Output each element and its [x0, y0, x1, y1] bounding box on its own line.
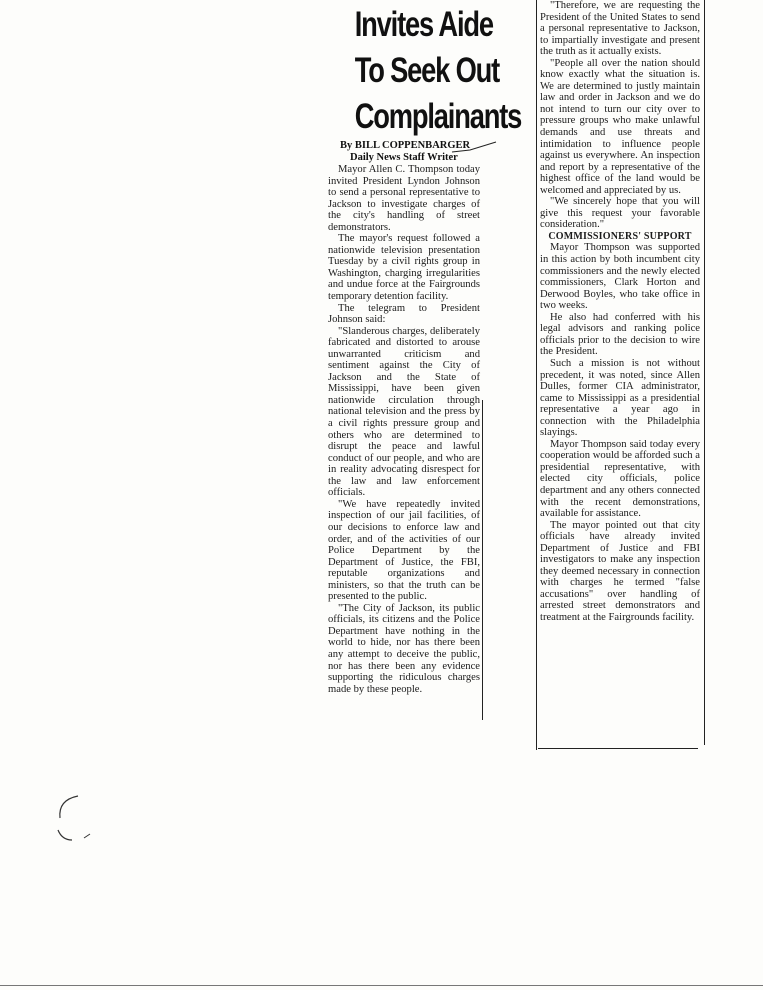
paragraph: "We have repeatedly invited inspection of our jail facilities, of our decisions to enforce law and order, and of the activities of our Police Department by the Department of Justice, the FBI, reputable organizations and ministers, so that the truth can be presented to the public. — [328, 498, 480, 603]
byline-staff: Daily News Staff Writer — [350, 151, 458, 163]
paragraph: The mayor pointed out that city officials have already invited Department of Justice and FBI investigators to make any inspection they deemed necessary in connection with charges he termed "false accusations" over handling of arrested street demonstrators and treatment at the Fairgrounds facility. — [540, 519, 700, 623]
paragraph: "People all over the nation should know exactly what the situation is. We are determined to justly maintain law and order in Jackson and we do not intend to turn our city over to pressure groups who make unlawful demands and use threats and intimidation to influence people against us everywhere. An inspection and report by a representative of the highest office of the land would be welcomed and appreciated by us. — [540, 57, 700, 196]
subheading: COMMISSIONERS' SUPPORT — [548, 230, 692, 242]
paragraph: Mayor Thompson said today every cooperation would be afforded such a presidential representative, with elected city officials, police department and any others connected with the recent demonstrations, available for assistance. — [540, 438, 700, 520]
paragraph: "Slanderous charges, deliberately fabricated and distorted to arouse unwarranted criticism and sentiment against the City of Jackson and the State of Mississippi, have been given nationwide circulation through national television and the press by a civil rights pressure group and others who are determined to disrupt the peace and lawful conduct of our people, and who are in reality advocating disrespect for the law and law enforcement officials. — [328, 325, 480, 499]
paragraph: The mayor's request followed a nationwide television presentation Tuesday by a civil rights group in Washington, charging irregularities and undue force at the Fairgrounds temporary detention facility. — [328, 233, 480, 303]
scan-artifact — [50, 790, 100, 850]
left-column-right-edge — [482, 400, 483, 720]
right-column-left-edge — [536, 0, 537, 750]
right-column-bottom-edge — [538, 748, 698, 749]
paragraph: He also had conferred with his legal advisors and ranking police officials prior to the decision to wire the President. — [540, 311, 700, 358]
pen-mark — [450, 140, 500, 160]
paragraph: The telegram to President Johnson said: — [328, 302, 480, 326]
left-column — [328, 164, 480, 695]
paragraph: Mayor Thompson was supported in this action by both incumbent city commissioners and the newly elected commissioners, Clark Horton and Derwood Boyles, who take office in two weeks. — [540, 242, 700, 312]
headline-line-1: Invites Aide — [354, 5, 493, 44]
paragraph: "Therefore, we are requesting the President of the United States to send a personal representative to Jackson, to impartially investigate and present the truth as it actually exists. — [540, 0, 700, 58]
paragraph: Mayor Allen C. Thompson today invited President Lyndon Johnson to send a personal representative to Jackson to investigate charges of the city's handling of street demonstrators. — [328, 164, 480, 233]
paragraph: "We sincerely hope that you will give this request your favorable consideration." — [540, 196, 700, 231]
headline — [354, 2, 522, 140]
right-column-right-edge — [704, 0, 705, 745]
headline-line-2: To Seek Out — [354, 51, 500, 90]
right-column — [540, 0, 700, 624]
headline-line-3: Complainants — [354, 97, 522, 136]
byline-author: By BILL COPPENBARGER — [340, 140, 471, 151]
paragraph: Such a mission is not without precedent, it was noted, since Allen Dulles, former CIA administrator, came to Mississippi as a presidential representative a year ago in connection with the Philadelphia slayings. — [540, 357, 700, 439]
scan-bottom-edge — [0, 985, 763, 986]
paragraph: "The City of Jackson, its public officials, its citizens and the Police Department have nothing in the world to hide, nor has there been any attempt to deceive the public, nor has there been any evidence supporting the ridiculous charges made by these people. — [328, 602, 480, 695]
